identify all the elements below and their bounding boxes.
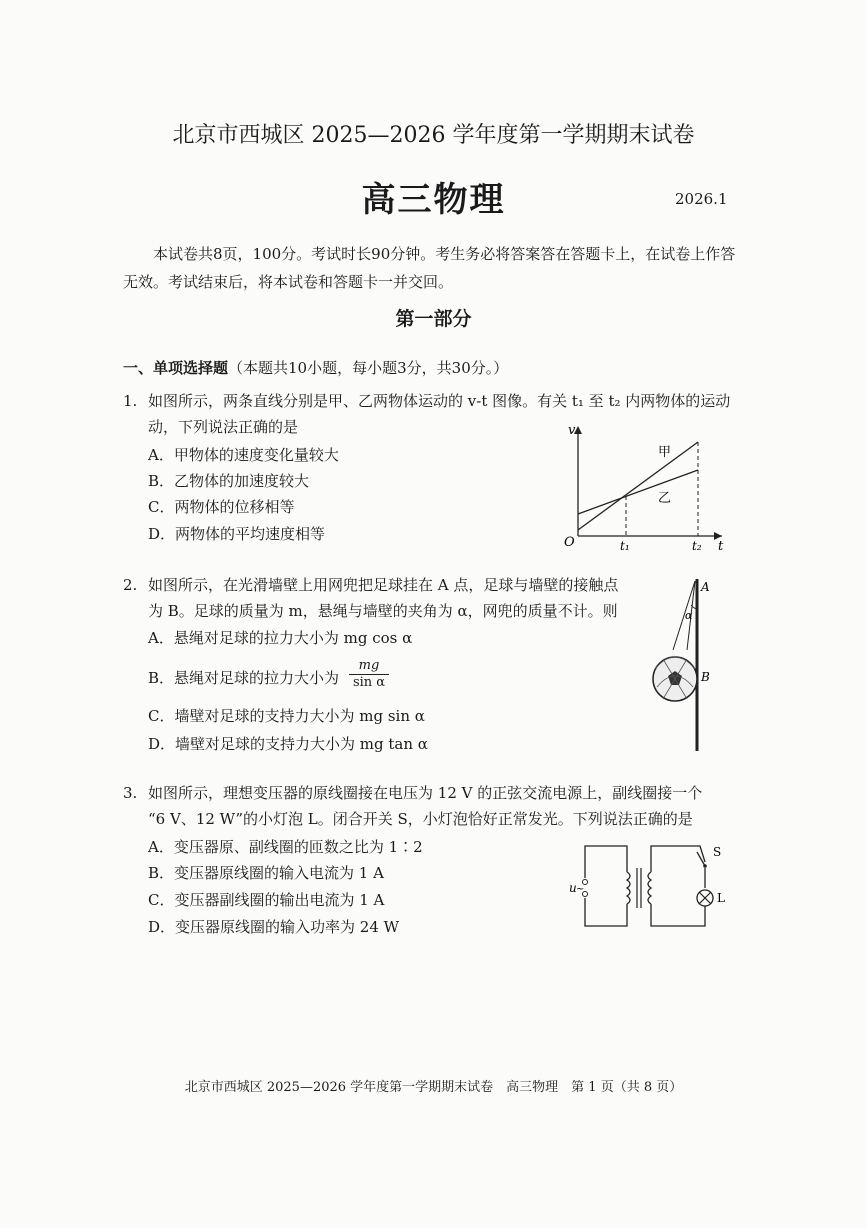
point-b-label: B (701, 670, 710, 684)
point-a-label: A (701, 580, 710, 594)
football-wall-figure (645, 575, 725, 755)
question-1-line-2: 动，下列说法正确的是 (148, 418, 299, 436)
question-2-text (148, 572, 658, 624)
question-1-line-1: 如图所示，两条直线分别是甲、乙两物体运动的 v-t 图像。有关 t₁ 至 t₂ 内两物体的运动 (148, 392, 731, 410)
line-yi (578, 470, 698, 514)
question-1-option-c: C．两物体的位移相等 (148, 498, 295, 516)
question-1-option-a: A．甲物体的速度变化量较大 (148, 446, 339, 464)
vt-graph-figure (560, 418, 730, 556)
switch-label: S (713, 845, 722, 859)
t1-label: t₁ (620, 539, 630, 553)
jia-label: 甲 (658, 445, 672, 460)
part-title: 第一部分 (395, 308, 472, 330)
t2-label: t₂ (692, 539, 702, 553)
question-2-line-1: 如图所示，在光滑墙壁上用网兜把足球挂在 A 点，足球与墙壁的接触点 (148, 576, 619, 594)
section-heading (123, 357, 508, 378)
line-jia (578, 442, 698, 530)
subject-title: 高三物理 (361, 180, 506, 220)
question-3-number: 3. (123, 784, 138, 802)
question-3-option-c: C．变压器副线圈的输出电流为 1 A (148, 891, 385, 909)
lamp-label: L (717, 891, 725, 905)
secondary-wire-top (651, 846, 705, 872)
question-1-option-b: B．乙物体的加速度较大 (148, 472, 310, 490)
fraction-denominator: sin α (352, 675, 386, 690)
question-3-option-d: D．变压器原线圈的输入功率为 24 W (148, 918, 400, 936)
primary-wire-bottom (585, 898, 627, 926)
question-2-option-b-text: B．悬绳对足球的拉力大小为 (148, 669, 340, 687)
exam-title: 北京市西城区 2025—2026 学年度第一学期期末试卷 (172, 123, 695, 148)
yi-label: 乙 (658, 491, 672, 506)
fraction (349, 658, 389, 690)
t-axis-label: t (718, 539, 724, 554)
origin-label: O (564, 535, 575, 550)
question-2-option-b (148, 667, 339, 688)
transformer-circuit-figure (565, 838, 740, 933)
instructions: 本试卷共8页，100分。考试时长90分钟。考生务必将答案答在答题卡上，在试卷上作答无效。考试结束后，将本试卷和答题卡一并交回。 (123, 245, 736, 291)
primary-coil (627, 872, 630, 904)
question-2-number: 2. (123, 576, 138, 594)
question-3-option-a: A．变压器原、副线圈的匝数之比为 1∶2 (148, 838, 423, 856)
primary-wire-top (585, 846, 627, 878)
question-2-line-2: 为 B。足球的质量为 m，悬绳与墙壁的夹角为 α，网兜的质量不计。则 (148, 602, 618, 620)
page-footer: 北京市西城区 2025—2026 学年度第一学期期末试卷 高三物理 第 1 页（共 8 页） (184, 1080, 683, 1095)
alpha-label: α (685, 609, 693, 622)
ac-symbol: ~ (576, 884, 585, 895)
question-2-option-a: A．悬绳对足球的拉力大小为 mg cos α (148, 629, 413, 647)
question-2-option-c: C．墙壁对足球的支持力大小为 mg sin α (148, 707, 425, 725)
question-3-option-b: B．变压器原线圈的输入电流为 1 A (148, 864, 384, 882)
section-note: （本题共10小题，每小题3分，共30分。） (228, 359, 509, 377)
secondary-wire-bottom (651, 904, 705, 926)
voltage-label: u (569, 881, 577, 895)
section-label: 一、单项选择题 (123, 359, 229, 377)
question-3-line-2: “6 V、12 W”的小灯泡 L。闭合开关 S，小灯泡恰好正常发光。下列说法正确的是 (148, 810, 693, 828)
v-axis-label: v (568, 423, 576, 438)
exam-date: 2026.1 (675, 190, 728, 208)
question-3-text (148, 780, 758, 832)
question-1-option-d: D．两物体的平均速度相等 (148, 525, 326, 543)
fraction-numerator: mg (349, 658, 389, 675)
question-1-number: 1. (123, 392, 138, 410)
question-2-option-d: D．墙壁对足球的支持力大小为 mg tan α (148, 735, 428, 753)
question-3-line-1: 如图所示，理想变压器的原线圈接在电压为 12 V 的正弦交流电源上，副线圈接一个 (148, 784, 703, 802)
secondary-coil (648, 872, 651, 904)
